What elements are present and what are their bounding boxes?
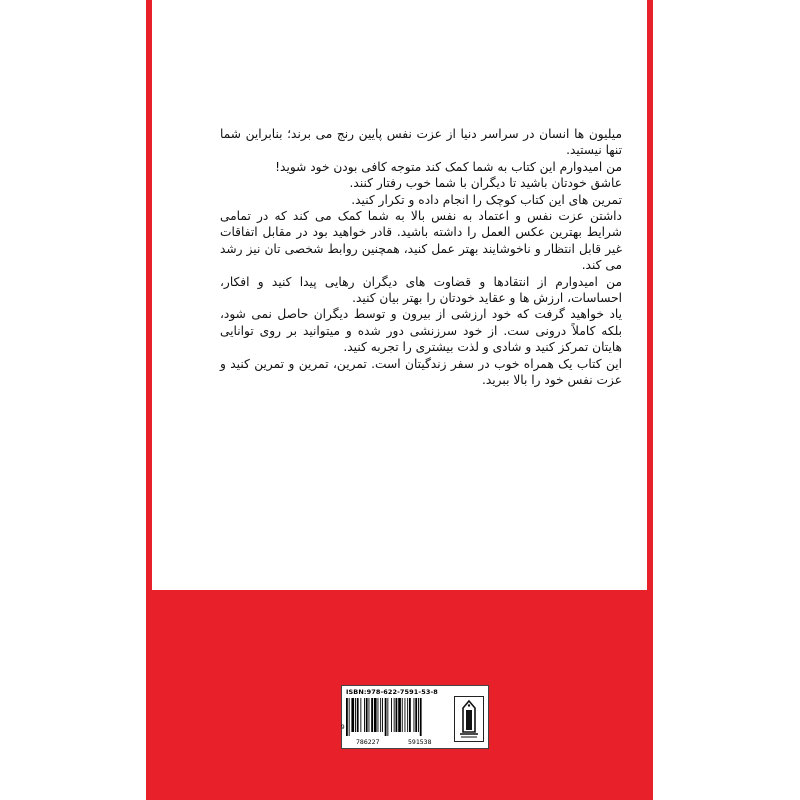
isbn-barcode-panel [341,685,489,749]
book-back-cover [146,0,653,800]
tower-logo-icon [454,696,484,742]
barcode-digit-lead: 9 [341,724,345,731]
blurb-paragraph: من امیدوارم این کتاب به شما کمک کند متوجه کافی بودن خود شوید! [275,159,622,174]
blurb-paragraph: عاشق خودتان باشید تا دیگران با شما خوب رفتار کنند. [349,176,622,191]
blurb-paragraph: تمرین های این کتاب کوچک را انجام داده و تکرار کنید. [351,192,622,207]
blurb-paragraph: من امیدوارم از انتقادها و قضاوت های دیگران رهایی پیدا کنید و افکار، احساسات، ارزش ها و عقاید خودتان را بهتر بیان کنید. [220,274,622,306]
barcode-digits-left: 786227 [356,738,380,746]
blurb-paragraph: میلیون ها انسان در سراسر دنیا از عزت نفس پایین رنج می برند؛ بنابراین شما تنها نیستید. [220,127,622,158]
isbn-label: ISBN:978-622-7591-53-8 [346,688,438,696]
barcode-icon [346,698,450,736]
blurb-paragraph: داشتن عزت نفس و اعتماد به نفس بالا به شما کمک می کند که در تمامی شرایط بهترین عکس العمل را داشته باشید. قادر خواهید بود در مقابل اتفاقات غیر قابل انتظار و ناخوشایند بهتر عمل کنید، همچنین روابط شخصی تان نیز رشد می کند. [220,209,622,273]
blurb-paragraph: این کتاب یک همراه خوب در سفر زندگیتان است. تمرین، تمرین و تمرین کنید و عزت نفس خود را بالا ببرید. [220,356,622,388]
barcode-digits-right: 591538 [408,738,432,746]
red-border-left [146,0,152,590]
back-cover-blurb [220,126,622,389]
blurb-paragraph: یاد خواهید گرفت که خود ارزشی از بیرون و توسط دیگران حاصل نمی شود، بلکه کاملاً درونی ست. از خود سرزنشی دور شده و میتوانید بر روی توانایی هایتان تمرکز کنید و شادی و لذت بیشتری را تجربه کنید. [220,307,622,355]
red-border-right [647,0,653,590]
